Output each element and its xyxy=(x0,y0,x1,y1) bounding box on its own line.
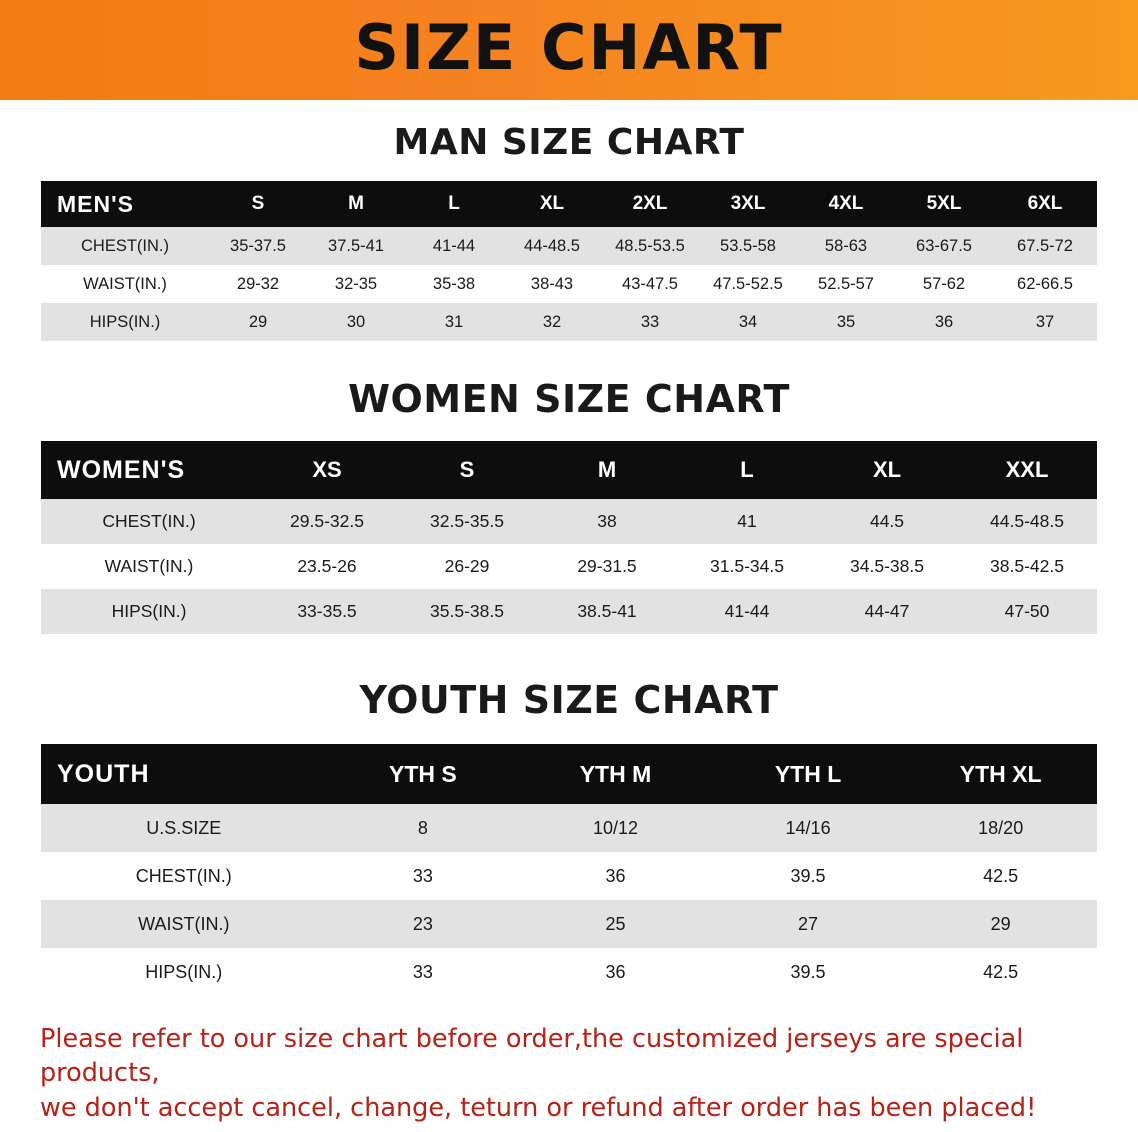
table-cell: 8 xyxy=(327,804,520,852)
column-header: S xyxy=(397,441,537,499)
table-cell: 33-35.5 xyxy=(257,589,397,634)
man-size-table xyxy=(41,181,1097,341)
table-cell: 47-50 xyxy=(957,589,1097,634)
table-cell: 48.5-53.5 xyxy=(601,227,699,265)
table-cell: 35.5-38.5 xyxy=(397,589,537,634)
table-cell: 67.5-72 xyxy=(993,227,1097,265)
column-header: XL xyxy=(817,441,957,499)
column-header: 6XL xyxy=(993,181,1097,227)
policy-note-line-2: we don't accept cancel, change, teturn or refund after order has been placed! xyxy=(40,1092,1037,1123)
column-header: L xyxy=(405,181,503,227)
column-header: YTH S xyxy=(327,744,520,804)
table-cell: 34.5-38.5 xyxy=(817,544,957,589)
table-cell: 25 xyxy=(519,900,712,948)
table-cell: 31 xyxy=(405,303,503,341)
table-row xyxy=(41,804,1097,852)
table-cell: 29 xyxy=(209,303,307,341)
table-cell: 32-35 xyxy=(307,265,405,303)
column-header: YTH M xyxy=(519,744,712,804)
table-cell: 37 xyxy=(993,303,1097,341)
table-cell: 41 xyxy=(677,499,817,544)
women-size-table xyxy=(41,441,1097,634)
table-row xyxy=(41,852,1097,900)
table-row xyxy=(41,227,1097,265)
table-cell: 23.5-26 xyxy=(257,544,397,589)
table-cell: 63-67.5 xyxy=(895,227,993,265)
table-cell: 32.5-35.5 xyxy=(397,499,537,544)
row-label: HIPS(IN.) xyxy=(41,948,327,996)
table-cell: 52.5-57 xyxy=(797,265,895,303)
table-cell: 41-44 xyxy=(677,589,817,634)
women-section-heading: WOMEN SIZE CHART xyxy=(348,377,790,421)
table-cell: 18/20 xyxy=(904,804,1097,852)
column-header: XS xyxy=(257,441,397,499)
table-cell: 42.5 xyxy=(904,852,1097,900)
column-header: MEN'S xyxy=(41,181,209,227)
page-banner xyxy=(0,0,1138,100)
row-label: HIPS(IN.) xyxy=(41,589,257,634)
column-header: 2XL xyxy=(601,181,699,227)
table-cell: 47.5-52.5 xyxy=(699,265,797,303)
table-cell: 53.5-58 xyxy=(699,227,797,265)
column-header: YOUTH xyxy=(41,744,327,804)
table-cell: 34 xyxy=(699,303,797,341)
table-cell: 36 xyxy=(895,303,993,341)
page-title: SIZE CHART xyxy=(354,11,784,84)
table-row xyxy=(41,900,1097,948)
table-header-row xyxy=(41,441,1097,499)
column-header: XXL xyxy=(957,441,1097,499)
table-cell: 33 xyxy=(601,303,699,341)
table-cell: 33 xyxy=(327,948,520,996)
row-label: CHEST(IN.) xyxy=(41,227,209,265)
table-cell: 14/16 xyxy=(712,804,905,852)
table-header-row xyxy=(41,181,1097,227)
table-cell: 29 xyxy=(904,900,1097,948)
column-header: XL xyxy=(503,181,601,227)
column-header: L xyxy=(677,441,817,499)
row-label: CHEST(IN.) xyxy=(41,852,327,900)
row-label: HIPS(IN.) xyxy=(41,303,209,341)
table-cell: 35-38 xyxy=(405,265,503,303)
table-cell: 38-43 xyxy=(503,265,601,303)
column-header: M xyxy=(537,441,677,499)
table-cell: 23 xyxy=(327,900,520,948)
table-cell: 58-63 xyxy=(797,227,895,265)
policy-note-line-1: Please refer to our size chart before order,the customized jerseys are special products, xyxy=(40,1024,1024,1089)
man-section-heading: MAN SIZE CHART xyxy=(393,122,745,163)
table-cell: 41-44 xyxy=(405,227,503,265)
column-header: WOMEN'S xyxy=(41,441,257,499)
table-cell: 37.5-41 xyxy=(307,227,405,265)
table-cell: 30 xyxy=(307,303,405,341)
table-row xyxy=(41,589,1097,634)
table-cell: 39.5 xyxy=(712,852,905,900)
table-cell: 62-66.5 xyxy=(993,265,1097,303)
youth-size-table xyxy=(41,744,1097,996)
table-row xyxy=(41,303,1097,341)
table-row xyxy=(41,544,1097,589)
table-cell: 44-47 xyxy=(817,589,957,634)
column-header: M xyxy=(307,181,405,227)
row-label: CHEST(IN.) xyxy=(41,499,257,544)
table-row xyxy=(41,265,1097,303)
table-cell: 44.5 xyxy=(817,499,957,544)
table-cell: 29-32 xyxy=(209,265,307,303)
row-label: U.S.SIZE xyxy=(41,804,327,852)
table-cell: 10/12 xyxy=(519,804,712,852)
table-cell: 27 xyxy=(712,900,905,948)
row-label: WAIST(IN.) xyxy=(41,900,327,948)
table-cell: 38.5-41 xyxy=(537,589,677,634)
column-header: S xyxy=(209,181,307,227)
table-cell: 42.5 xyxy=(904,948,1097,996)
row-label: WAIST(IN.) xyxy=(41,544,257,589)
table-header-row xyxy=(41,744,1097,804)
table-cell: 38 xyxy=(537,499,677,544)
table-cell: 33 xyxy=(327,852,520,900)
column-header: YTH L xyxy=(712,744,905,804)
table-cell: 38.5-42.5 xyxy=(957,544,1097,589)
column-header: 5XL xyxy=(895,181,993,227)
table-cell: 31.5-34.5 xyxy=(677,544,817,589)
table-cell: 39.5 xyxy=(712,948,905,996)
table-cell: 26-29 xyxy=(397,544,537,589)
youth-section-heading: YOUTH SIZE CHART xyxy=(359,678,779,722)
table-cell: 36 xyxy=(519,852,712,900)
column-header: 4XL xyxy=(797,181,895,227)
table-cell: 35-37.5 xyxy=(209,227,307,265)
table-cell: 32 xyxy=(503,303,601,341)
table-cell: 57-62 xyxy=(895,265,993,303)
column-header: YTH XL xyxy=(904,744,1097,804)
table-cell: 44-48.5 xyxy=(503,227,601,265)
table-cell: 35 xyxy=(797,303,895,341)
table-row xyxy=(41,499,1097,544)
row-label: WAIST(IN.) xyxy=(41,265,209,303)
policy-note xyxy=(40,1022,1098,1125)
column-header: 3XL xyxy=(699,181,797,227)
table-row xyxy=(41,948,1097,996)
table-cell: 44.5-48.5 xyxy=(957,499,1097,544)
table-cell: 29.5-32.5 xyxy=(257,499,397,544)
table-cell: 43-47.5 xyxy=(601,265,699,303)
table-cell: 36 xyxy=(519,948,712,996)
table-cell: 29-31.5 xyxy=(537,544,677,589)
